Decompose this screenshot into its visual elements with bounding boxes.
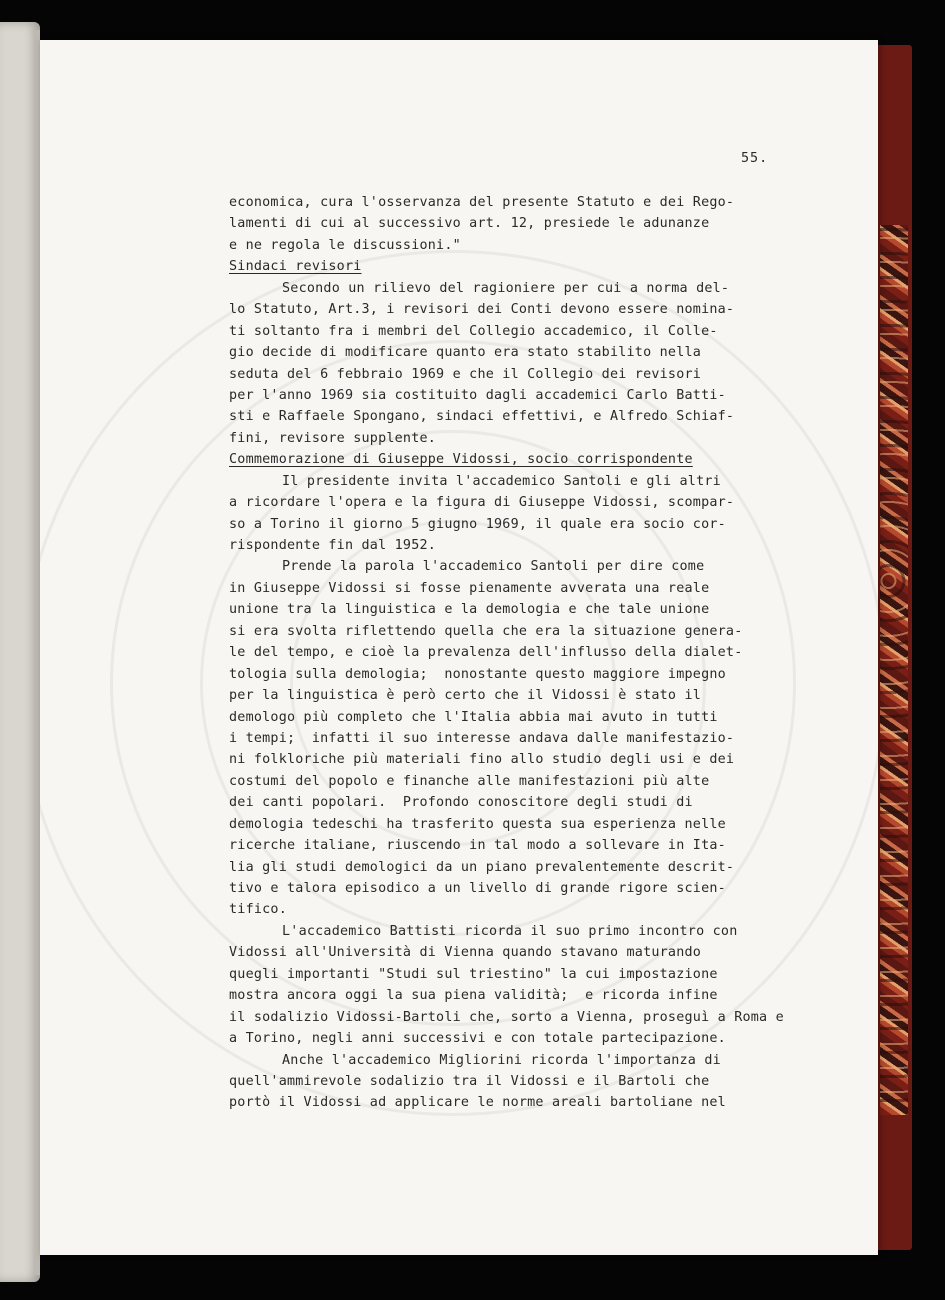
text-line: sti e Raffaele Spongano, sindaci effettivi, e Alfredo Schiaf- (229, 409, 735, 425)
text-line: tologia sulla demologia; nonostante questo maggiore impegno (229, 666, 726, 682)
text-line: Secondo un rilievo del ragioniere per cui a norma del- (282, 280, 730, 296)
text-line: Anche l'accademico Migliorini ricorda l'importanza di (282, 1052, 721, 1068)
text-line: e ne regola le discussioni." (229, 237, 461, 253)
text-line: i tempi; infatti il suo interesse andava dalle manifestazio- (229, 730, 735, 746)
text-line: lamenti di cui al successivo art. 12, presiede le adunanze (229, 216, 710, 232)
text-line: il sodalizio Vidossi-Bartoli che, sorto a Vienna, proseguì a Roma e (229, 1009, 784, 1025)
text-line: ti soltanto fra i membri del Collegio accademico, il Colle- (229, 323, 718, 339)
document-page (40, 40, 878, 1255)
text-line: costumi del popolo e finanche alle manifestazioni più alte (229, 773, 710, 789)
text-line: seduta del 6 febbraio 1969 e che il Collegio dei revisori (229, 366, 702, 382)
text-line: tivo e talora episodico a un livello di grande rigore scien- (229, 881, 726, 896)
text-line: quell'ammirevole sodalizio tra il Vidossi e il Bartoli che (229, 1073, 710, 1089)
text-line: Vidossi all'Università di Vienna quando stavano maturando (229, 945, 702, 961)
text-line: ricerche italiane, riuscendo in tal modo a sollevare in Ita- (229, 838, 726, 854)
text-line: Il presidente invita l'accademico Santoli e gli altri (282, 473, 721, 489)
text-line: portò il Vidossi ad applicare le norme areali bartoliane nel (229, 1095, 726, 1111)
text-line: le del tempo, e cioè la prevalenza dell'influsso della dialet- (229, 645, 743, 661)
text-line: Prende la parola l'accademico Santoli per dire come (282, 559, 705, 575)
text-line: ni folkloriche più materiali fino allo studio degli usi e dei (229, 752, 735, 768)
text-line: mostra ancora oggi la sua piena validità; e ricorda infine (229, 988, 718, 1004)
text-line: gio decide di modificare quanto era stato stabilito nella (229, 345, 702, 361)
text-line: demologia tedeschi ha trasferito questa sua esperienza nelle (229, 816, 726, 832)
text-line: fini, revisore supplente. (229, 430, 437, 446)
text-line: demologo più completo che l'Italia abbia mai avuto in tutti (229, 709, 718, 725)
text-line: per la linguistica è però certo che il Vidossi è stato il (229, 688, 702, 704)
text-line: in Giuseppe Vidossi si fosse pienamente avverata una reale (229, 580, 710, 596)
text-line: a ricordare l'opera e la figura di Giuseppe Vidossi, scompar- (229, 495, 735, 511)
page-number: 55. (741, 151, 769, 166)
text-line: so a Torino il giorno 5 giugno 1969, il quale era socio cor- (229, 516, 726, 532)
text-line: lo Statuto, Art.3, i revisori dei Conti devono essere nomina- (229, 302, 735, 318)
text-line: rispondente fin dal 1952. (229, 538, 437, 553)
text-line: si era svolta riflettendo quella che era la situazione genera- (229, 623, 743, 639)
text-line: L'accademico Battisti ricorda il suo primo incontro con (282, 923, 738, 939)
text-line: per l'anno 1969 sia costituito dagli accademici Carlo Batti- (229, 387, 726, 403)
section-heading: Sindaci revisori (229, 259, 362, 275)
text-line: tifico. (229, 902, 287, 918)
text-line: lia gli studi demologici da un piano prevalentemente descrit- (229, 859, 735, 875)
typewritten-text (229, 192, 869, 1114)
section-heading: Commemorazione di Giuseppe Vidossi, socio corrispondente (229, 452, 693, 468)
text-line: economica, cura l'osservanza del presente Statuto e dei Rego- (229, 195, 735, 210)
text-line: dei canti popolari. Profondo conoscitore degli studi di (229, 795, 693, 811)
text-line: a Torino, negli anni successivi e con totale partecipazione. (229, 1031, 726, 1047)
text-line: unione tra la linguistica e la demologia e che tale unione (229, 602, 710, 618)
marbled-endpaper-swirl (880, 225, 908, 1115)
text-line: quegli importanti "Studi sul triestino" la cui impostazione (229, 966, 718, 982)
